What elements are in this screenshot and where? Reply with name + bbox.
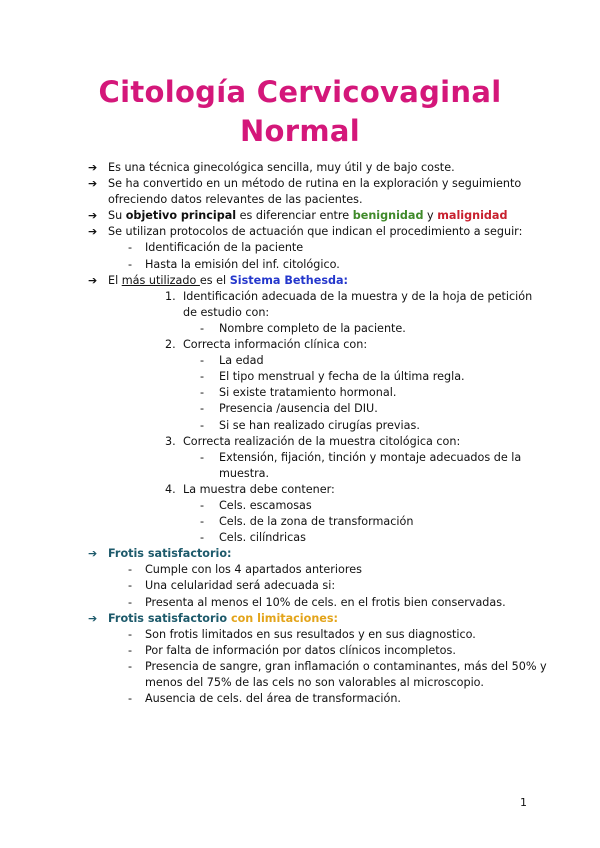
sub-item: [86, 321, 546, 337]
dash-icon: -: [200, 498, 205, 512]
sub-item-continuation: [86, 675, 546, 691]
frotis-heading: [86, 611, 546, 627]
bullet-item: [86, 160, 546, 176]
sub-item-text: Una celularidad será adecuada si:: [145, 579, 336, 593]
arrow-icon: ➔: [88, 177, 98, 191]
sub-item: [86, 498, 546, 514]
sistema-bethesda-text: Sistema Bethesda:: [229, 273, 349, 287]
malignidad-text: malignidad: [437, 209, 508, 223]
arrow-icon: ➔: [88, 547, 98, 561]
sub-item: [86, 418, 546, 434]
sub-item-text: Cels. de la zona de transformación: [219, 515, 414, 529]
sub-item-text: Son frotis limitados en sus resultados y en sus diagnostico.: [145, 627, 476, 641]
sub-item-text: Si existe tratamiento hormonal.: [219, 386, 397, 400]
numbered-item-text: Identificación adecuada de la muestra y de la hoja de petición: [183, 289, 533, 303]
frotis-satisfactorio-text: Frotis satisfactorio:: [108, 547, 232, 561]
bullet-text: Se ha convertido en un método de rutina en la exploración y seguimiento: [108, 177, 522, 191]
numbered-item: [86, 482, 546, 498]
sub-item: [86, 385, 546, 401]
frotis-satisfactorio-text: Frotis satisfactorio: [108, 611, 228, 625]
sub-item-text: Si se han realizado cirugías previas.: [219, 418, 420, 432]
dash-icon: -: [128, 692, 133, 706]
bullet-item: [86, 208, 546, 224]
sub-item: [86, 353, 546, 369]
dash-icon: -: [200, 531, 205, 545]
bullet-continuation: [86, 192, 546, 208]
text-segment: es el: [199, 273, 230, 287]
numbered-item: [86, 434, 546, 450]
text-segment: y: [423, 209, 438, 223]
page-title: [60, 73, 540, 151]
content-body: [86, 160, 546, 707]
item-number: 2.: [165, 338, 176, 352]
bullet-text: Es una técnica ginecológica sencilla, muy útil y de bajo coste.: [108, 161, 455, 174]
sub-item: [86, 691, 546, 707]
bullet-item: [86, 224, 546, 240]
sub-item: [86, 257, 546, 273]
dash-icon: -: [128, 595, 133, 609]
numbered-item-continuation: [86, 305, 546, 321]
sub-item-continuation: [86, 466, 546, 482]
dash-icon: -: [128, 659, 133, 673]
arrow-icon: ➔: [88, 225, 98, 239]
bullet-item: [86, 176, 546, 192]
sub-item-text: muestra.: [219, 466, 270, 480]
dash-icon: -: [200, 515, 205, 529]
sub-item: [86, 627, 546, 643]
sub-item-text: Ausencia de cels. del área de transformación.: [145, 692, 401, 706]
sub-item: [86, 595, 546, 611]
numbered-item-text: Correcta realización de la muestra citológica con:: [183, 434, 461, 448]
numbered-item-text: Correcta información clínica con:: [183, 338, 368, 352]
dash-icon: -: [200, 418, 205, 432]
dash-icon: -: [128, 579, 133, 593]
dash-icon: -: [128, 257, 133, 271]
item-number: 4.: [165, 482, 176, 496]
dash-icon: -: [200, 354, 205, 368]
page-number: 1: [520, 796, 527, 809]
sub-item: [86, 401, 546, 417]
text-segment: El: [108, 273, 122, 287]
item-number: 3.: [165, 434, 176, 448]
objetivo-principal-text: objetivo principal: [125, 209, 237, 223]
sub-item-text: El tipo menstrual y fecha de la última regla.: [219, 370, 465, 384]
sub-item: [86, 240, 546, 256]
sub-item-text: Identificación de la paciente: [145, 241, 304, 255]
text-segment: es diferenciar entre: [236, 209, 353, 223]
sub-item-text: Cels. cilíndricas: [219, 531, 306, 545]
arrow-icon: ➔: [88, 611, 98, 625]
numbered-item-text: de estudio con:: [183, 305, 270, 319]
dash-icon: -: [200, 386, 205, 400]
item-number: 1.: [165, 289, 176, 303]
arrow-icon: ➔: [88, 161, 98, 174]
sub-item-text: Por falta de información por datos clínicos incompletos.: [145, 643, 456, 657]
sub-item-text: Presencia de sangre, gran inflamación o contaminantes, más del 50% y: [145, 659, 547, 673]
text-segment: Su: [108, 209, 126, 223]
numbered-item: [86, 289, 546, 305]
arrow-icon: ➔: [88, 209, 98, 223]
sub-item-text: Cumple con los 4 apartados anteriores: [145, 563, 362, 577]
sub-item-text: Hasta la emisión del inf. citológico.: [145, 257, 340, 271]
sub-item: [86, 578, 546, 594]
sub-item-text: Extensión, fijación, tinción y montaje adecuados de la: [219, 450, 522, 464]
title-line-1: Citología Cervicovaginal: [98, 75, 502, 109]
sub-item-text: La edad: [219, 354, 264, 368]
sub-item-text: Presenta al menos el 10% de cels. en el frotis bien conservadas.: [145, 595, 506, 609]
sub-item: [86, 659, 546, 675]
sub-item-text: Presencia /ausencia del DIU.: [219, 402, 378, 416]
sub-item: [86, 369, 546, 385]
sub-item-text: Nombre completo de la paciente.: [219, 321, 406, 335]
mas-utilizado-text: más utilizado: [121, 273, 200, 287]
dash-icon: -: [128, 241, 133, 255]
frotis-heading: [86, 546, 546, 562]
sub-item: [86, 530, 546, 546]
dash-icon: -: [200, 402, 205, 416]
dash-icon: -: [200, 370, 205, 384]
dash-icon: -: [200, 450, 205, 464]
title-line-2: Normal: [239, 114, 361, 148]
sub-item: [86, 450, 546, 466]
numbered-item: [86, 337, 546, 353]
bullet-text: ofreciendo datos relevantes de las pacientes.: [108, 193, 363, 207]
benignidad-text: benignidad: [352, 209, 424, 223]
bullet-text: Se utilizan protocolos de actuación que indican el procedimiento a seguir:: [108, 225, 523, 239]
dash-icon: -: [200, 321, 205, 335]
con-limitaciones-text: con limitaciones:: [227, 611, 339, 625]
sub-item: [86, 514, 546, 530]
numbered-item-text: La muestra debe contener:: [183, 482, 335, 496]
bullet-item: [86, 273, 546, 289]
dash-icon: -: [128, 643, 133, 657]
sub-item-text: Cels. escamosas: [219, 498, 312, 512]
dash-icon: -: [128, 563, 133, 577]
dash-icon: -: [128, 627, 133, 641]
arrow-icon: ➔: [88, 273, 98, 287]
sub-item: [86, 562, 546, 578]
sub-item-text: menos del 75% de las cels no son valorables al microscopio.: [145, 676, 484, 689]
sub-item: [86, 643, 546, 659]
